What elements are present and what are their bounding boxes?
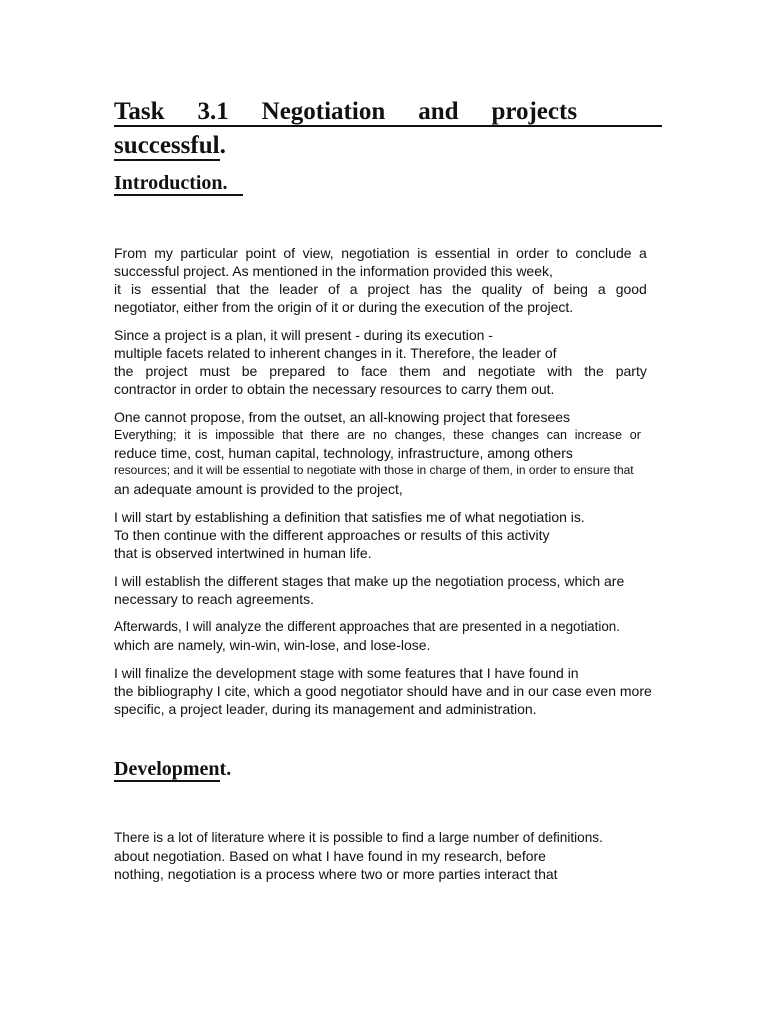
word: or xyxy=(629,428,641,442)
paragraph-line: contractor in order to obtain the necessary resources to carry them out. xyxy=(114,381,555,397)
word: must xyxy=(199,363,230,379)
paragraph-line: Afterwards, I will analyze the different approaches that are presented in a negotiation. xyxy=(114,619,620,634)
title-word: Task xyxy=(114,98,165,125)
word: the xyxy=(114,363,134,379)
word: that xyxy=(216,281,240,297)
paragraph-line xyxy=(114,362,647,380)
word: has xyxy=(419,281,443,297)
paragraph-line: necessary to reach agreements. xyxy=(114,591,314,607)
word: negotiate xyxy=(477,363,536,379)
word: face xyxy=(360,363,388,379)
word: it xyxy=(114,281,121,297)
paragraph-line: To then continue with the different approaches or results of this activity xyxy=(114,527,550,543)
title-line-1 xyxy=(114,95,662,127)
word: changes xyxy=(491,428,539,442)
paragraph-line: that is observed intertwined in human life. xyxy=(114,545,372,561)
title-underlined-word: successful xyxy=(114,132,220,159)
word: with xyxy=(547,363,573,379)
word: From xyxy=(114,245,147,261)
word: them xyxy=(399,363,431,379)
word: increase xyxy=(574,428,622,442)
paragraph-line: about negotiation. Based on what I have found in my research, before xyxy=(114,848,546,864)
paragraph-line: nothing, negotiation is a process where two or more parties interact that xyxy=(114,866,558,882)
word: to xyxy=(556,245,568,261)
word: view, xyxy=(302,245,334,261)
paragraph-line xyxy=(114,426,641,444)
word: a xyxy=(639,245,647,261)
paragraph-line: the bibliography I cite, which a good negotiator should have and in our case even more xyxy=(114,683,652,699)
word: to xyxy=(337,363,349,379)
word: project xyxy=(367,281,410,297)
development-heading xyxy=(114,756,231,782)
word: no xyxy=(373,428,387,442)
word: that xyxy=(282,428,303,442)
paragraph-line: I will finalize the development stage with some features that I have found in xyxy=(114,665,579,681)
word: it xyxy=(184,428,191,442)
word: be xyxy=(241,363,258,379)
word: good xyxy=(615,281,647,297)
development-heading-rest: t. xyxy=(219,758,232,780)
word: is xyxy=(198,428,208,442)
word: is xyxy=(130,281,142,297)
word: leader xyxy=(279,281,319,297)
paragraph-line xyxy=(114,244,647,262)
development-heading-underlined: Developmen xyxy=(114,758,220,780)
paragraph-line: negotiator, either from the origin of it or during the execution of the project. xyxy=(114,299,574,315)
word: of xyxy=(283,245,296,261)
paragraph-line: One cannot propose, from the outset, an all-knowing project that foresees xyxy=(114,409,571,425)
word: is xyxy=(417,245,428,261)
paragraph-line: multiple facets related to inherent changes in it. Therefore, the leader of xyxy=(114,345,557,361)
word: quality xyxy=(481,281,522,297)
paragraph-line: an adequate amount is provided to the project, xyxy=(114,481,403,497)
paragraph-line: specific, a project leader, during its management and administration. xyxy=(114,701,537,717)
paragraph-line: reduce time, cost, human capital, technology, infrastructure, among others xyxy=(114,445,573,461)
word: Everything; xyxy=(114,428,177,442)
word: order xyxy=(516,245,549,261)
word: can xyxy=(546,428,567,442)
word: and xyxy=(442,363,466,379)
paragraph-line: resources; and it will be essential to negotiate with those in charge of them, in order to ensure that xyxy=(114,463,634,477)
word: my xyxy=(154,245,173,261)
word: the xyxy=(452,281,472,297)
word: conclude xyxy=(575,245,632,261)
paragraph-line: successful project. As mentioned in the information provided this week, xyxy=(114,263,553,279)
word: prepared xyxy=(269,363,326,379)
word: in xyxy=(497,245,509,261)
word: essential xyxy=(151,281,207,297)
word: are xyxy=(347,428,366,442)
word: of xyxy=(531,281,544,297)
paragraph-line: Since a project is a plan, it will present - during its execution - xyxy=(114,327,493,343)
word: project xyxy=(145,363,188,379)
word: the xyxy=(249,281,270,297)
introduction-heading xyxy=(114,170,243,196)
word: the xyxy=(584,363,604,379)
title-line-2 xyxy=(114,129,226,163)
paragraph-line: I will establish the different stages that make up the negotiation process, which are xyxy=(114,573,625,589)
paragraph-line: I will start by establishing a definition that satisfies me of what negotiation is. xyxy=(114,509,585,525)
word: impossible xyxy=(215,428,275,442)
title-period: . xyxy=(219,132,226,159)
paragraph-line: There is a lot of literature where it is possible to find a large number of definitions. xyxy=(114,830,603,845)
title-word: Negotiation xyxy=(261,98,386,125)
title-word: 3.1 xyxy=(197,98,229,125)
word: party xyxy=(615,363,647,379)
title-word: and xyxy=(418,98,459,125)
word: a xyxy=(597,281,606,297)
word: of xyxy=(328,281,340,297)
word: point xyxy=(245,245,276,261)
word: changes, xyxy=(394,428,446,442)
word: these xyxy=(453,428,484,442)
word: negotiation xyxy=(341,245,410,261)
paragraph-line xyxy=(114,280,647,298)
word: essential xyxy=(434,245,491,261)
word: being xyxy=(553,281,588,297)
paragraph-line: which are namely, win-win, win-lose, and lose-lose. xyxy=(114,637,431,653)
introduction-heading-text: Introduction. xyxy=(114,172,228,194)
word: a xyxy=(349,281,358,297)
word: particular xyxy=(180,245,238,261)
word: there xyxy=(310,428,340,442)
title-word: projects xyxy=(491,98,578,125)
